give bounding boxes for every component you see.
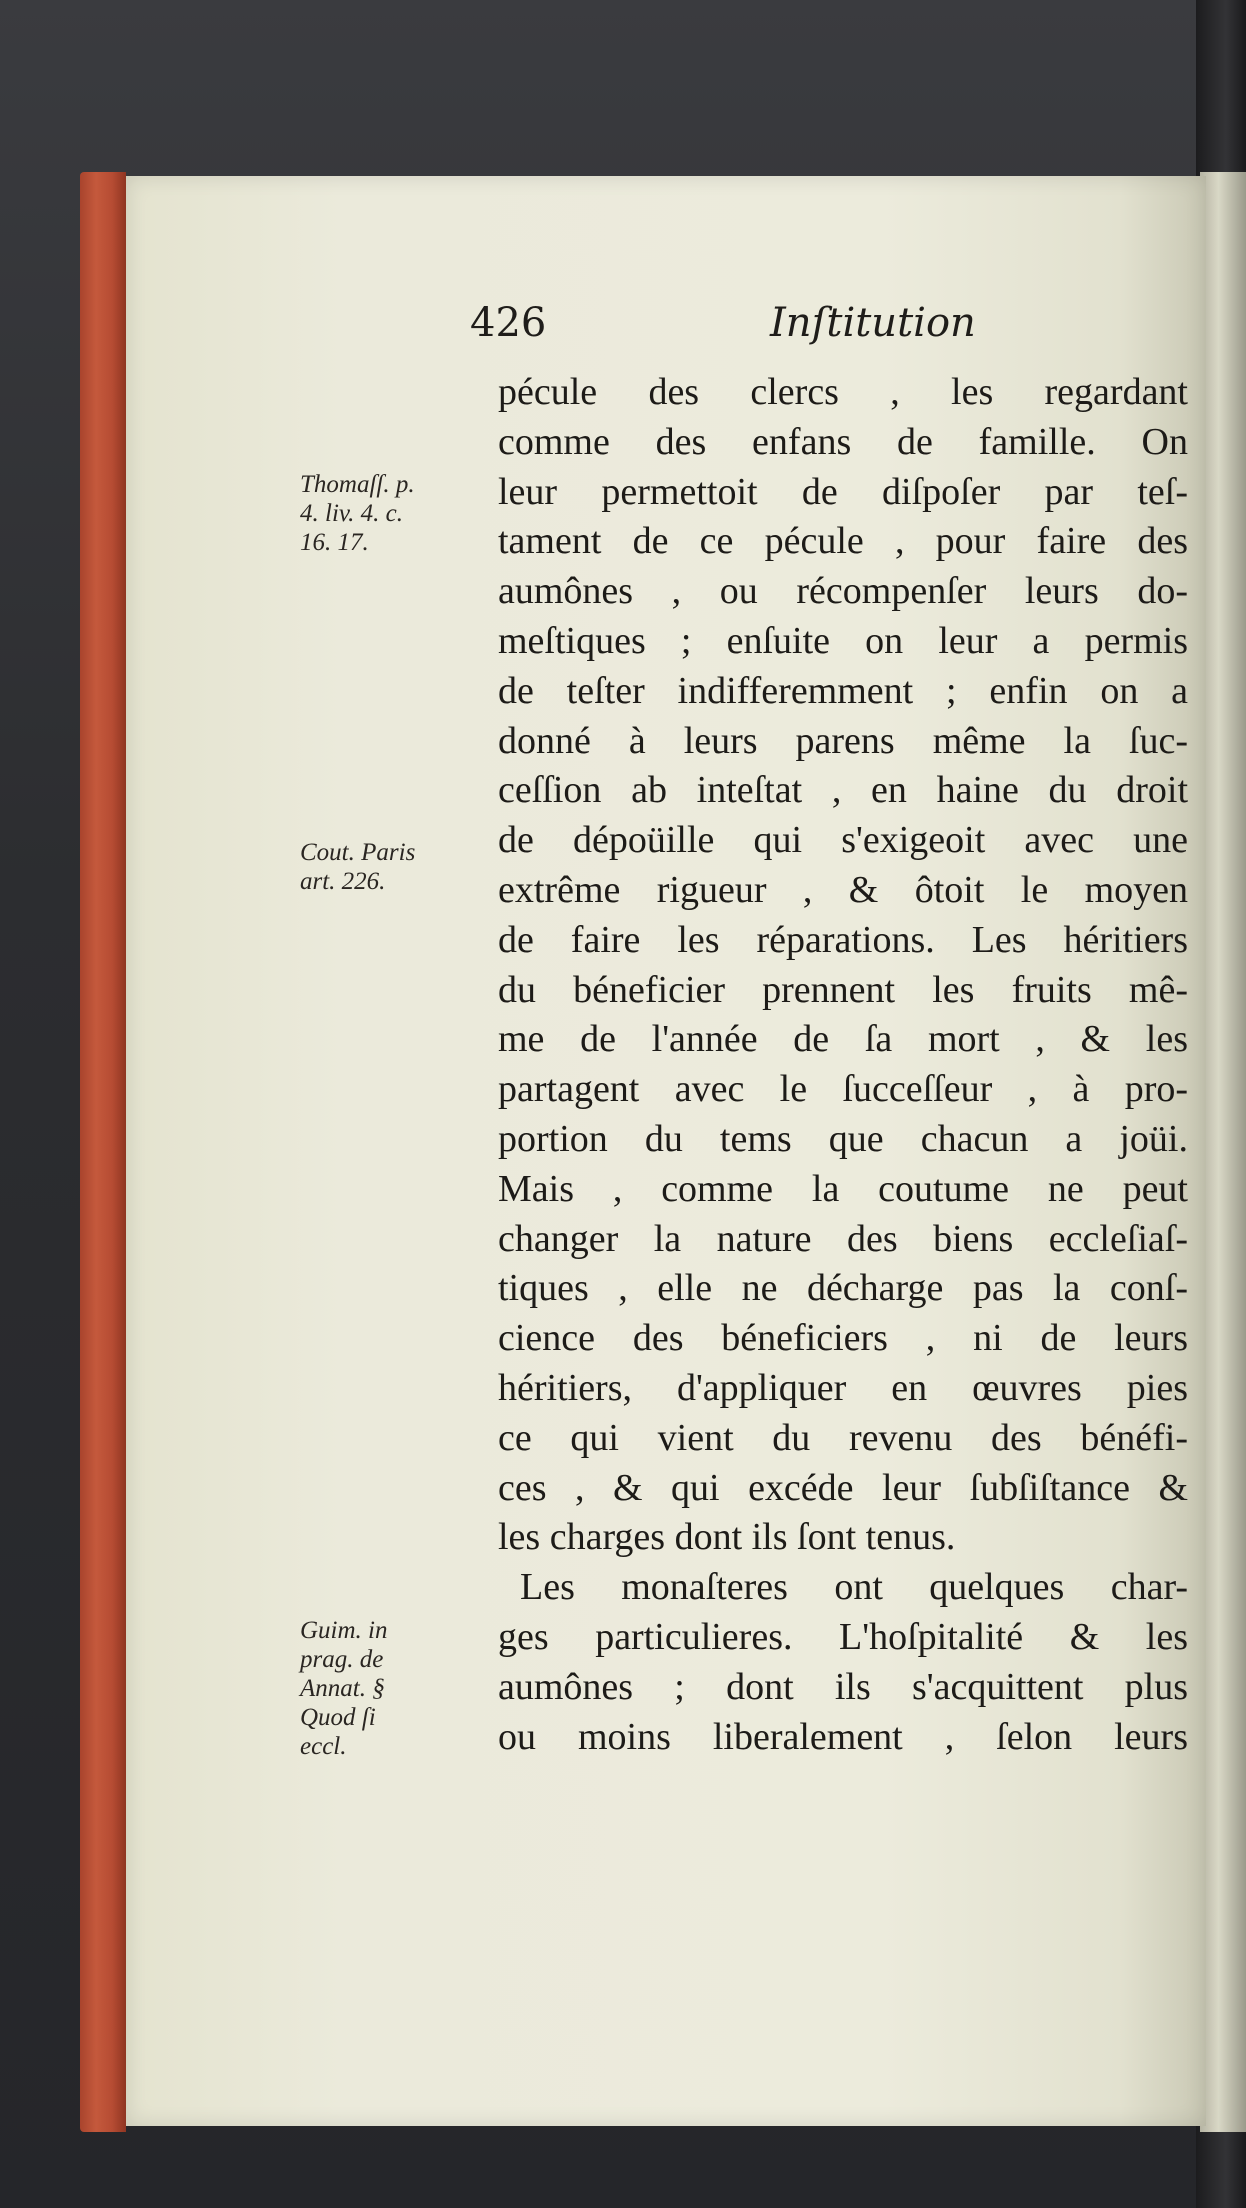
text-line: tiques , elle ne décharge pas la conſ- xyxy=(498,1267,1188,1310)
text-line: ces , & qui excéde leur ſubſiſtance & xyxy=(498,1466,1188,1509)
margin-note-line: prag. de xyxy=(300,1646,384,1673)
margin-note-line: Cout. Paris xyxy=(300,839,416,866)
text-line: ceſſion ab inteſtat , en haine du droit xyxy=(498,769,1188,812)
text-line: aumônes ; dont ils s'acquittent plus xyxy=(498,1665,1188,1708)
text-line: héritiers, d'appliquer en œuvres pies xyxy=(498,1366,1188,1409)
margin-note-line: art. 226. xyxy=(300,868,386,895)
margin-note-line: Guim. in xyxy=(300,1617,388,1644)
page-number: 426 xyxy=(470,300,547,346)
margin-note-guimier xyxy=(300,1616,490,1761)
text-line: portion du tems que chacun a joüi. xyxy=(498,1117,1188,1160)
text-line: tament de ce pécule , pour faire des xyxy=(498,520,1188,563)
text-line: ges particulieres. L'hoſpitalité & les xyxy=(498,1615,1188,1658)
text-line: du béneficier prennent les fruits mê- xyxy=(498,968,1188,1011)
margin-note-thomassin xyxy=(300,470,490,557)
text-line: les charges dont ils ſont tenus. xyxy=(498,1516,956,1559)
margin-note-line: 16. 17. xyxy=(300,529,369,556)
text-line: changer la nature des biens eccleſiaſ- xyxy=(498,1217,1188,1260)
text-line: Mais , comme la coutume ne peut xyxy=(498,1167,1188,1210)
margin-note-line: Quod ſi xyxy=(300,1704,376,1731)
page-header xyxy=(470,300,990,360)
text-line: me de l'année de ſa mort , & les xyxy=(498,1018,1188,1061)
red-page-edge xyxy=(80,172,126,2132)
text-line: de dépoüille qui s'exigeoit avec une xyxy=(498,819,1188,862)
page-gutter xyxy=(1200,172,1246,2132)
margin-note-coutume-paris xyxy=(300,838,490,896)
text-line: de teſter indifferemment ; enfin on a xyxy=(498,669,1188,712)
text-line: aumônes , ou récompenſer leurs do- xyxy=(498,570,1188,613)
text-line: cience des béneficiers , ni de leurs xyxy=(498,1317,1188,1360)
running-title: Inſtitution xyxy=(770,300,976,346)
text-line: de faire les réparations. Les héritiers xyxy=(498,918,1188,961)
margin-note-line: Thomaſſ. p. xyxy=(300,471,415,498)
text-line: partagent avec le ſucceſſeur , à pro- xyxy=(498,1068,1188,1111)
body-text xyxy=(498,368,1188,1762)
margin-note-line: eccl. xyxy=(300,1733,347,1760)
text-line: meſtiques ; enſuite on leur a permis xyxy=(498,619,1188,662)
text-line: ce qui vient du revenu des bénéfi- xyxy=(498,1416,1188,1459)
text-line: extrême rigueur , & ôtoit le moyen xyxy=(498,868,1188,911)
text-line: pécule des clercs , les regardant xyxy=(498,371,1188,413)
margin-note-line: Annat. § xyxy=(300,1675,385,1702)
text-line: comme des enfans de famille. On xyxy=(498,420,1188,463)
margin-note-line: 4. liv. 4. c. xyxy=(300,500,403,527)
text-line: ou moins liberalement , ſelon leurs xyxy=(498,1715,1188,1758)
text-line: leur permettoit de diſpoſer par teſ- xyxy=(498,470,1188,513)
text-line: Les monaſteres ont quelques char- xyxy=(520,1566,1188,1609)
text-line: donné à leurs parens même la ſuc- xyxy=(498,719,1188,762)
